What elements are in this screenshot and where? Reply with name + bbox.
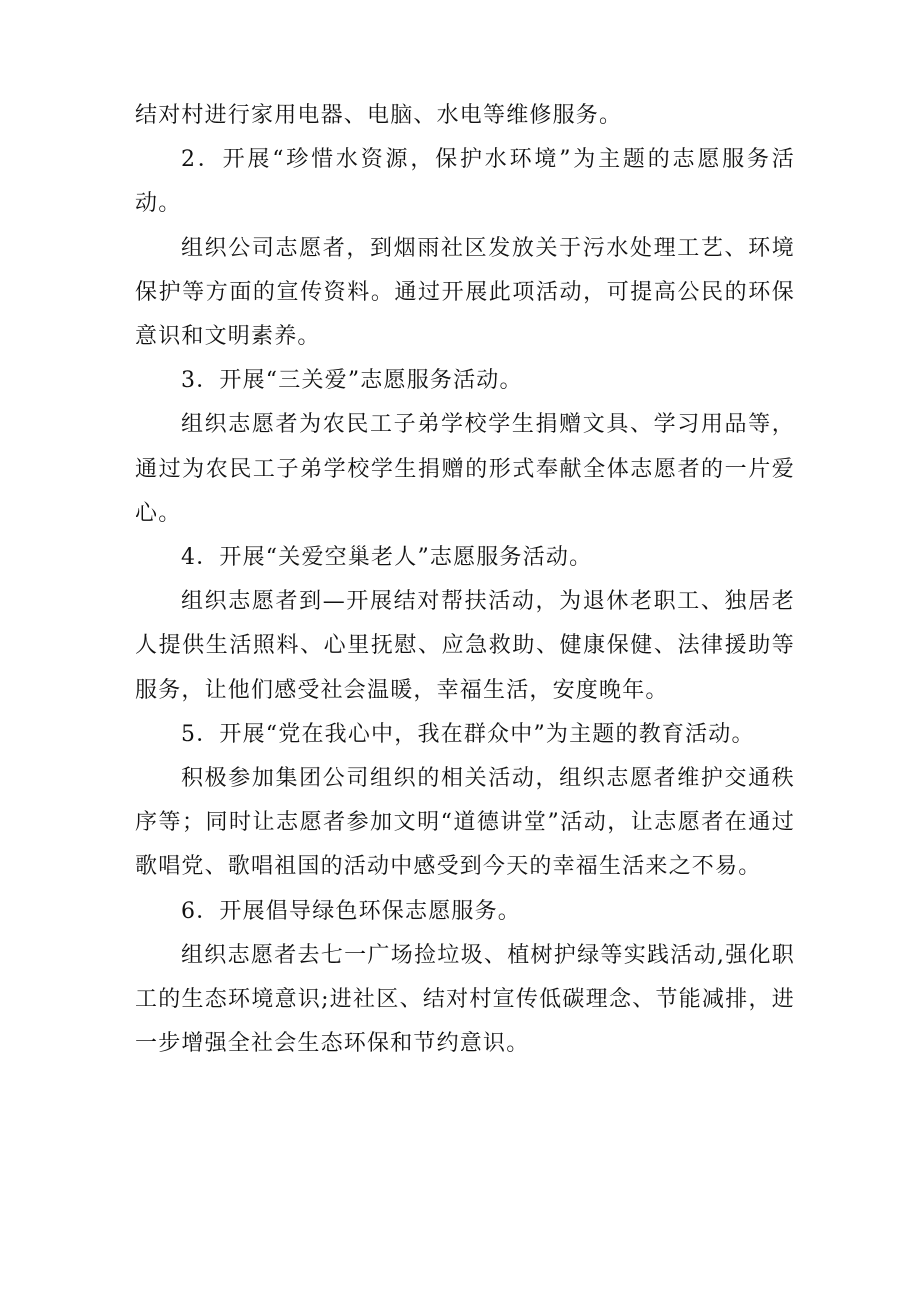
document-body [135, 94, 795, 1066]
item-heading-4: 4．开展“关爱空巢老人”志愿服务活动。 [181, 545, 593, 571]
paragraph-continuation: 结对村进行家用电器、电脑、水电等维修服务。 [135, 103, 623, 128]
item-body-5: 积极参加集团公司组织的相关活动，组织志愿者维护交通秩序等；同时让志愿者参加文明“道德讲堂”活动，让志愿者在通过歌唱党、歌唱祖国的活动中感受到今天的幸福生活来之不易。 [135, 766, 795, 880]
item-body-3: 组织志愿者为农民工子弟学校学生捐赠文具、学习用品等，通过为农民工子弟学校学生捐赠的形式奉献全体志愿者的一片爱心。 [135, 412, 795, 526]
item-heading-2: 2．开展“珍惜水资源，保护水环境”为主题的志愿服务活动。 [135, 147, 795, 217]
item-heading-6: 6．开展倡导绿色环保志愿服务。 [181, 898, 521, 924]
item-body-6: 组织志愿者去七一广场捡垃圾、植树护绿等实践活动,强化职工的生态环境意识;进社区、结对村宣传低碳理念、节能减排，进一步增强全社会生态环保和节约意识。 [135, 942, 795, 1057]
item-heading-3: 3．开展“三关爱”志愿服务活动。 [181, 368, 523, 394]
item-body-4: 组织志愿者到—开展结对帮扶活动，为退休老职工、独居老人提供生活照料、心里抚慰、应急救助、健康保健、法律援助等服务，让他们感受社会温暖，幸福生活，安度晚年。 [135, 589, 795, 703]
item-heading-5: 5．开展“党在我心中，我在群众中”为主题的教育活动。 [181, 721, 755, 747]
item-body-2: 组织公司志愿者，到烟雨社区发放关于污水处理工艺、环境保护等方面的宣传资料。通过开展此项活动，可提高公民的环保意识和文明素养。 [135, 235, 795, 350]
